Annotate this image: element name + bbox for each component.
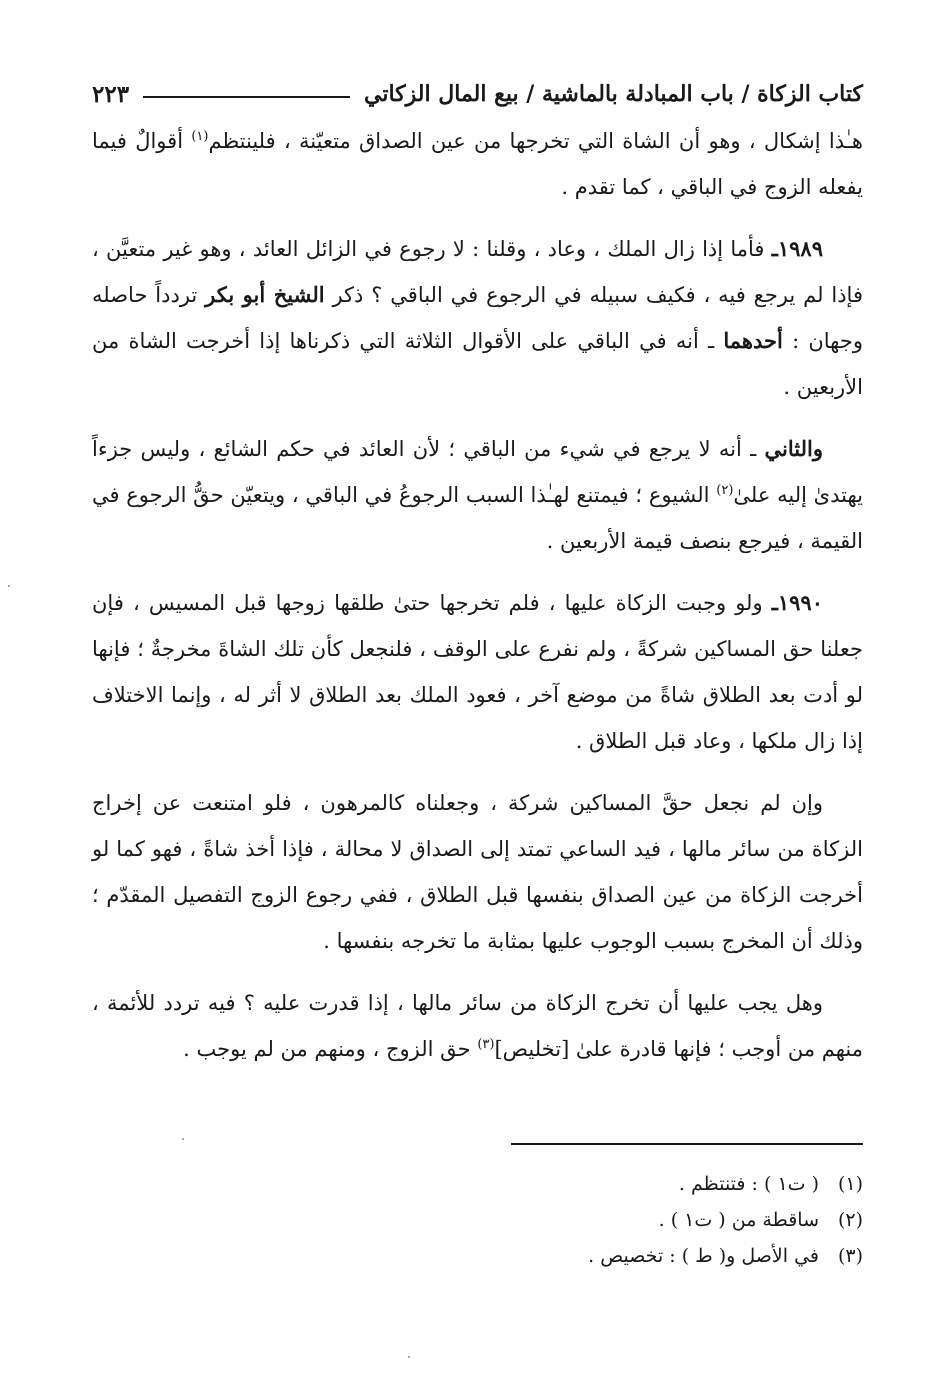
scholar-name: الشيخ أبو بكر bbox=[205, 282, 325, 307]
paragraph-1989: ١٩٨٩ـ فأما إذا زال الملك ، وعاد ، وقلنا : لا رجوع في الزائل العائد ، وهو غير متعيَّن ، فإذا لم يرجع فيه ، فكيف سبيله في الرجوع في الباقي ؟ ذكر الشيخ أبو بكر تردداً حاصله وجهان : أحدهما ـ أنه في الباقي على الأقوال الثلاثة التي ذكرناها إذا أخرجت الشاة من الأربعين . bbox=[92, 236, 863, 399]
page-number: ٢٢٣ bbox=[92, 80, 130, 108]
section-number: ١٩٨٩ـ bbox=[771, 236, 823, 261]
footnote-text: ساقطة من ( ت١ ) . bbox=[658, 1209, 819, 1231]
footnote-ref: (٢) bbox=[716, 483, 734, 498]
paragraph: والثاني ـ أنه لا يرجع في شيء من الباقي ؛ لأن العائد في حكم الشائع ، وليس جزءاً يهتدىٰ إليه علىٰ$^{(٢)}$ الشيوع ؛ فيمتنع لهـٰذا السبب الرجوعُ في الباقي ، ويتعيّن حقُّ الرجوع في القيمة ، فيرجع بنصف قيمة الأربعين . bbox=[92, 436, 863, 553]
paragraph-1990: ١٩٩٠ـ ولو وجبت الزكاة عليها ، فلم تخرجها حتىٰ طلقها زوجها قبل المسيس ، فإن جعلنا حق المساكين شركةً ، ولم نفرع على الوقف ، فلنجعل كأن تلك الشاةَ مخرجةٌ ؛ فإنها لو أدت بعد الطلاق شاةً من موضع آخر ، فعود الملك بعد الطلاق لا أثر له ، وإنما الاختلاف إذا زال ملكها ، وعاد قبل الطلاق . bbox=[92, 590, 863, 753]
footnote-item bbox=[92, 1166, 863, 1202]
header-rule bbox=[143, 96, 350, 98]
running-header bbox=[92, 74, 863, 114]
footnote-ref: (٣) bbox=[477, 1037, 495, 1052]
scan-speck bbox=[182, 1138, 184, 1140]
main-text bbox=[92, 118, 863, 1088]
paragraph: وإن لم نجعل حقَّ المساكين شركة ، وجعلناه كالمرهون ، فلو امتنعت عن إخراج الزكاة من سائر مالها ، فيد الساعي تمتد إلى الصداق لا محالة ، فإذا أخذ شاةً ، فهو كما لو أخرجت الزكاة من عين الصداق بنفسها قبل الطلاق ، ففي رجوع الزوج التفصيل المقدّم ؛ وذلك أن المخرج بسبب الوجوب عليها بمثابة ما تخرجه بنفسها . bbox=[92, 791, 863, 953]
scan-speck bbox=[8, 585, 10, 587]
scan-speck bbox=[408, 1356, 410, 1358]
header-title: كتاب الزكاة / باب المبادلة بالماشية / بيع المال الزكاتي bbox=[364, 81, 863, 107]
footnote-number: (٣) bbox=[837, 1245, 863, 1267]
footnote-number: (١) bbox=[837, 1173, 863, 1195]
footnote-separator bbox=[511, 1143, 863, 1145]
bold-term: والثاني bbox=[764, 436, 823, 461]
footnote-number: (٢) bbox=[837, 1209, 863, 1231]
footnote-item bbox=[92, 1202, 863, 1238]
section-number: ١٩٩٠ـ bbox=[771, 590, 823, 615]
footnote-ref: (١) bbox=[191, 129, 209, 144]
paragraph: هـٰذا إشكال ، وهو أن الشاة التي تخرجها من عين الصداق متعيّنة ، فلينتظم$^{(١)}$ أقوالٌ فيما يفعله الزوج في الباقي ، كما تقدم . bbox=[92, 129, 863, 199]
footnote-text: في الأصل و( ط ) : تخصيص . bbox=[588, 1245, 819, 1267]
paragraph: وهل يجب عليها أن تخرج الزكاة من سائر مالها ، إذا قدرت عليه ؟ فيه تردد للأئمة ، منهم من أوجب ؛ فإنها قادرة علىٰ [تخليص]$^{(٣)}$ حق الزوج ، ومنهم من لم يوجب . bbox=[92, 991, 863, 1061]
footnote-text: ( ت١ ) : فتنتظم . bbox=[678, 1173, 819, 1195]
bold-term: أحدهما bbox=[723, 328, 783, 353]
footnotes bbox=[92, 1166, 863, 1274]
footnote-item bbox=[92, 1238, 863, 1274]
